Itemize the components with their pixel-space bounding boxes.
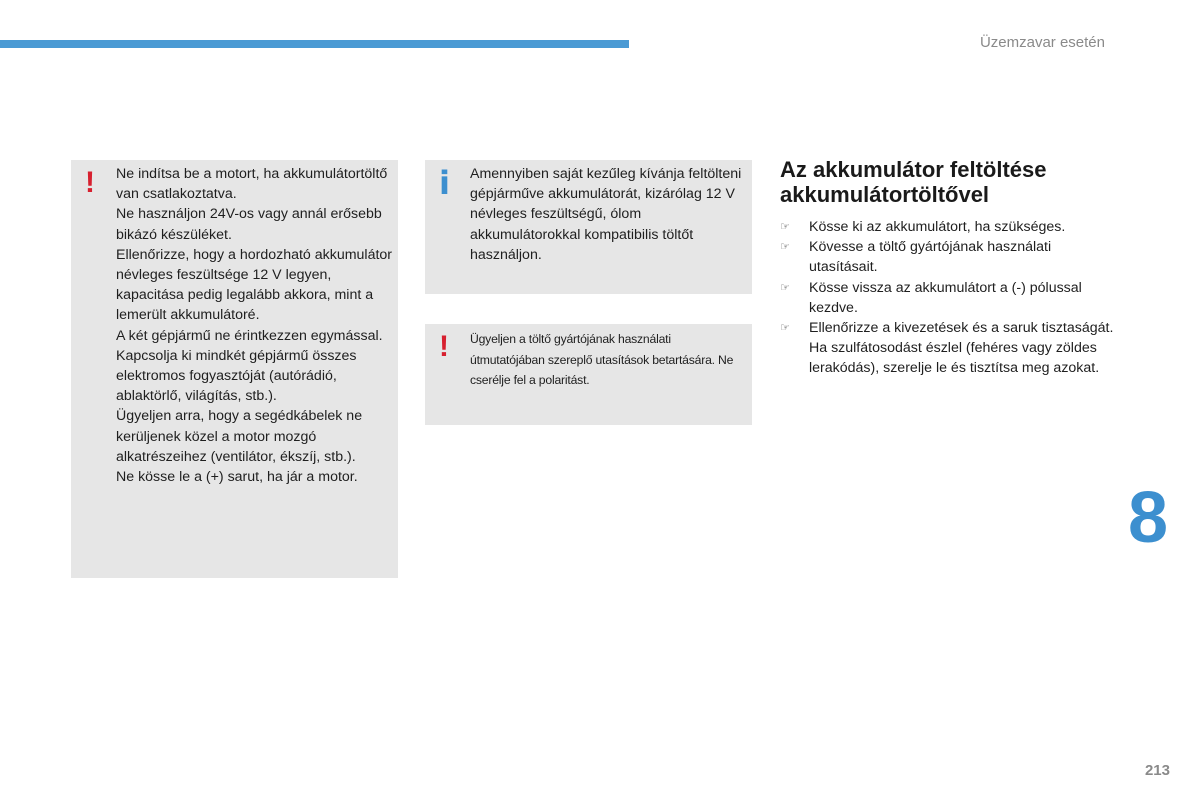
list-item bbox=[780, 237, 1120, 277]
warning-paragraph: Ne indítsa be a motort, ha akkumulátortöltő van csatlakoztatva. bbox=[116, 166, 388, 203]
section-heading: Az akkumulátor feltöltése akkumulátortöltővel bbox=[780, 157, 1047, 207]
warning-text bbox=[116, 164, 394, 487]
step-text: Kövesse a töltő gyártójának használati utasításait. bbox=[809, 239, 1052, 276]
warning-box bbox=[71, 160, 398, 578]
header-accent-bar bbox=[0, 40, 629, 48]
warning-paragraph: Ne használjon 24V-os vagy annál erősebb bikázó készüléket. bbox=[116, 206, 382, 243]
info-icon: i bbox=[439, 164, 450, 202]
warning-paragraph: Ne kösse le a (+) sarut, ha jár a motor. bbox=[116, 469, 358, 486]
steps-list bbox=[780, 217, 1120, 379]
step-text: Kösse ki az akkumulátort, ha szükséges. bbox=[809, 219, 1066, 235]
exclamation-icon: ! bbox=[85, 166, 95, 199]
step-text: Ellenőrizze a kivezetések és a saruk tisztaságát. Ha szulfátosodást észlel (fehéres vagy zöldes lerakódás), szerelje le és tisztítsa meg azokat. bbox=[809, 320, 1114, 377]
pointing-hand-icon: ☞ bbox=[780, 220, 790, 233]
list-item bbox=[780, 278, 1120, 318]
chapter-number: 8 bbox=[1128, 478, 1169, 558]
warning-paragraph: Ellenőrizze, hogy a hordozható akkumulátor névleges feszültsége 12 V legyen, kapacitása pedig legalább akkora, mint a lemerült akkumulátoré. bbox=[116, 246, 393, 324]
pointing-hand-icon: ☞ bbox=[780, 321, 790, 335]
info-text: Amennyiben saját kezűleg kívánja feltölteni gépjárműve akkumulátorát, kizárólag 12 V névleges feszültségű, ólom akkumulátorokkal kompatibilis töltőt használjon. bbox=[470, 166, 742, 263]
warning-paragraph: Kapcsolja ki mindkét gépjármű összes elektromos fogyasztóját (autórádió, ablaktörlő, világítás, stb.). bbox=[116, 347, 357, 405]
section-title: Üzemzavar esetén bbox=[979, 34, 1105, 51]
page-number: 213 bbox=[1144, 762, 1170, 779]
list-item bbox=[780, 217, 1120, 237]
step-text: Kösse vissza az akkumulátort a (-) pólussal kezdve. bbox=[809, 279, 1082, 316]
list-item bbox=[780, 318, 1120, 379]
pointing-hand-icon: ☞ bbox=[780, 240, 790, 254]
info-box bbox=[425, 160, 752, 294]
warning-paragraph: A két gépjármű ne érintkezzen egymással. bbox=[116, 327, 383, 344]
polarity-warning-text: Ügyeljen a töltő gyártójának használati útmutatójában szereplő utasítások betartására. Ne cserélje fel a polaritást. bbox=[470, 332, 734, 387]
exclamation-icon: ! bbox=[439, 330, 449, 363]
warning-paragraph: Ügyeljen arra, hogy a segédkábelek ne kerüljenek közel a motor mozgó alkatrészeihez (ventilátor, ékszíj, stb.). bbox=[116, 408, 363, 465]
polarity-warning-box bbox=[425, 324, 752, 425]
pointing-hand-icon: ☞ bbox=[780, 280, 790, 294]
